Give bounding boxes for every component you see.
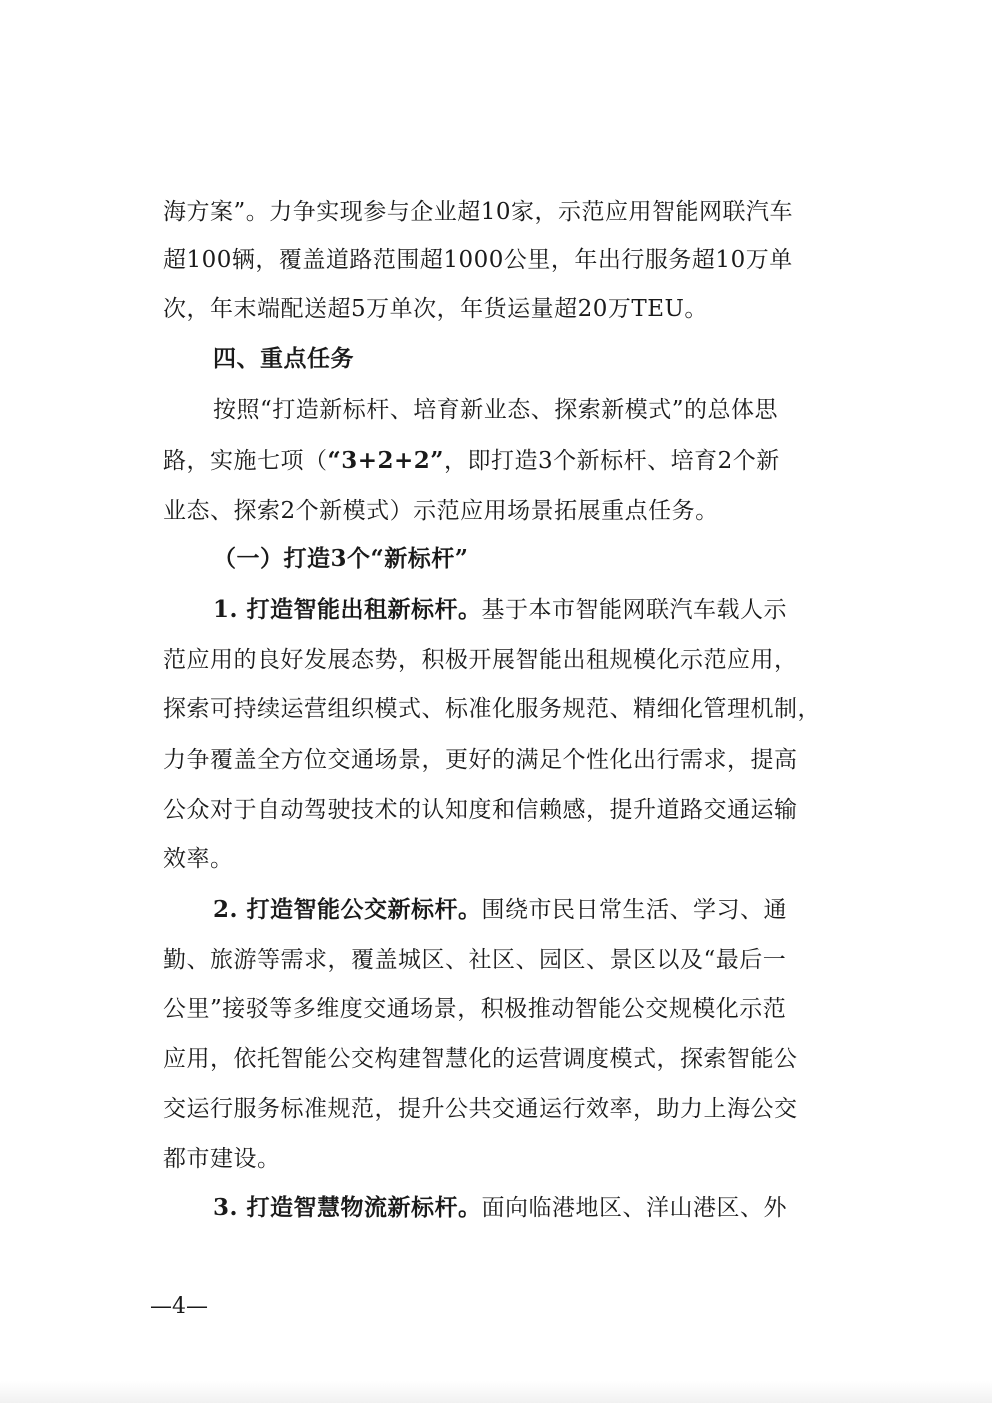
paragraph-line: 都市建设。 [163,1146,281,1172]
paragraph-line: 超100辆，覆盖道路范围超1000公里，年出行服务超10万单 [163,247,793,273]
item-title: 3. 打造智慧物流新标杆。 [213,1194,482,1221]
paragraph-line: 范应用的良好发展态势，积极开展智能出租规模化示范应用， [163,647,798,673]
text-run: 路，实施七项（ [163,448,328,474]
page-number: —4— [150,1294,208,1319]
item-title: 1. 打造智能出租新标杆。 [213,596,482,623]
paragraph-line: 次，年末端配送超5万单次，年货运量超20万TEU。 [163,296,708,322]
paragraph-line [213,1193,883,1223]
paragraph-line: 交运行服务标准规范，提升公共交通运行效率，助力上海公交 [163,1096,798,1122]
paragraph-line [163,446,833,476]
subsection-heading: （一）打造3个“新标杆” [213,545,469,572]
paragraph-line: 业态、探索2个新模式）示范应用场景拓展重点任务。 [163,498,719,524]
section-heading: 四、重点任务 [213,345,354,372]
paragraph-line [213,895,883,925]
paragraph-line: 力争覆盖全方位交通场景，更好的满足个性化出行需求，提高 [163,747,798,773]
text-run: 面向临港地区、洋山港区、外 [481,1195,788,1221]
scan-edge-shading [0,1381,992,1403]
paragraph-line: 海方案”。力争实现参与企业超10家，示范应用智能网联汽车 [163,199,794,225]
text-run: 围绕市民日常生活、学习、通 [481,897,788,923]
paragraph-line: 勤、旅游等需求，覆盖城区、社区、园区、景区以及“最后一 [163,947,787,973]
text-run: 基于本市智能网联汽车载人示 [481,597,788,623]
paragraph-line [213,595,883,625]
paragraph-line: 公里”接驳等多维度交通场景，积极推动智能公交规模化示范 [163,996,787,1022]
paragraph-line: 应用，依托智能公交构建智慧化的运营调度模式，探索智能公 [163,1046,798,1072]
bold-run: “3+2+2” [327,447,445,474]
paragraph-line: 探索可持续运营组织模式、标准化服务规范、精细化管理机制， [163,696,821,722]
text-run: ，即打造3个新标杆、培育2个新 [444,448,780,474]
item-title: 2. 打造智能公交新标杆。 [213,896,482,923]
paragraph-line: 按照“打造新标杆、培育新业态、探索新模式”的总体思 [213,397,779,423]
paragraph-line: 公众对于自动驾驶技术的认知度和信赖感，提升道路交通运输 [163,797,798,823]
paragraph-line: 效率。 [163,846,234,872]
